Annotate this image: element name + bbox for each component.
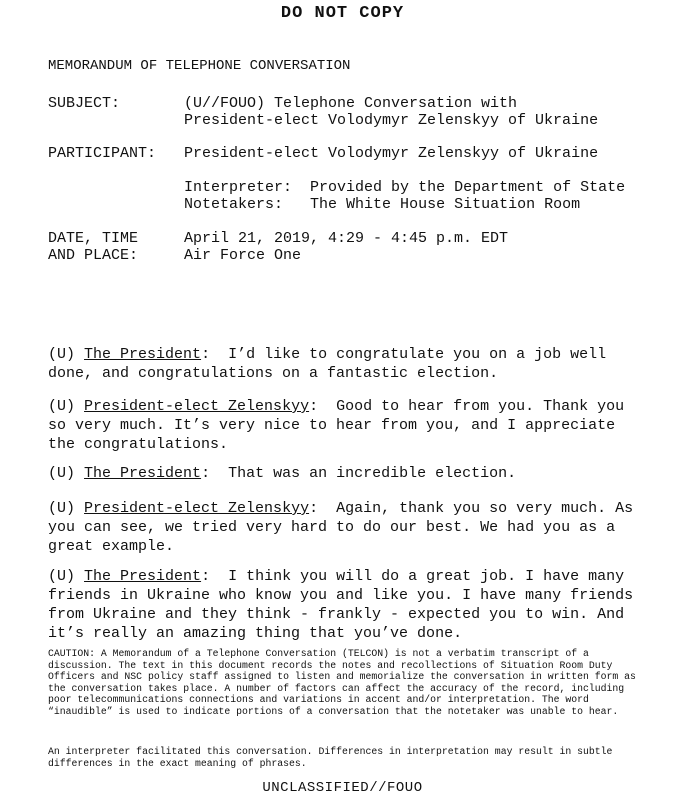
classification-marker: (U) (48, 346, 76, 363)
transcript-paragraph: (U) The President: I’d like to congratulate you on a job well done, and congratulations on a fantastic election. (48, 346, 607, 382)
transcript-paragraph: (U) President-elect Zelenskyy: Again, thank you so very much. As you can see, we tried very hard to do our best. We had you as a great example. (48, 500, 634, 555)
speaker-name: The President (84, 568, 202, 585)
date-label-line-1: DATE, TIME (48, 230, 139, 247)
participant-label: PARTICIPANT: (48, 145, 157, 162)
participant-value: President-elect Volodymyr Zelenskyy of Ukraine (184, 145, 599, 162)
statement-text: I’d like to congratulate you on a job well done, and congratulations on a fantastic election. (48, 346, 607, 382)
statement-text: Again, thank you so very much. As you can see, we tried very hard to do our best. We had you as a great example. (48, 500, 634, 555)
statement-text: I think you will do a great job. I have many friends in Ukraine who know you and like you. I have many friends from Ukraine and they think - frankly - expected you to win. And it’s really an amazing thing that you’ve done. (48, 568, 634, 642)
classification-marking-bottom: UNCLASSIFIED//FOUO (262, 780, 423, 796)
speaker-name: President-elect Zelenskyy (84, 500, 310, 517)
notetakers-line (184, 195, 580, 214)
speaker-name: President-elect Zelenskyy (84, 398, 310, 415)
place-value: Air Force One (184, 247, 302, 264)
interpreter-value: Provided by the Department of State (310, 179, 626, 196)
transcript-paragraph: (U) President-elect Zelenskyy: Good to hear from you. Thank you so very much. It’s very nice to hear from you, and I appreciate the congratulations. (48, 398, 625, 453)
speaker-name: The President (84, 465, 202, 482)
interpreter-note: An interpreter facilitated this conversation. Differences in interpretation may result in subtle differences in the exact meaning of phrases. (48, 746, 613, 769)
subject-line-1: (U//FOUO) Telephone Conversation with (184, 95, 518, 112)
date-value: April 21, 2019, 4:29 - 4:45 p.m. EDT (184, 230, 509, 247)
transcript-paragraph: (U) The President: I think you will do a great job. I have many friends in Ukraine who know you and like you. I have many friends from Ukraine and they think - frankly - expected you to win. And it’s really an amazing thing that you’ve done. (48, 568, 634, 642)
caution-notice: CAUTION: A Memorandum of a Telephone Conversation (TELCON) is not a verbatim transcript of a discussion. The text in this document records the notes and recollections of Situation Room Duty Officers and NSC policy staff assigned to listen and memorialize the conversation in written form as the conversation takes place. A number of factors can affect the accuracy of the record, including poor telecommunications connections and variations in accent and/or interpretation. The word “inaudible” is used to indicate portions of a conversation that the notetaker was unable to hear. (48, 648, 636, 717)
classification-marker: (U) (48, 500, 76, 517)
classification-marker: (U) (48, 465, 76, 482)
classification-marking-top: DO NOT COPY (280, 4, 405, 23)
interpreter-label: Interpreter: (184, 179, 293, 196)
memo-title: MEMORANDUM OF TELEPHONE CONVERSATION (48, 58, 351, 74)
subject-label: SUBJECT: (48, 95, 121, 112)
date-label-line-2: AND PLACE: (48, 247, 139, 264)
classification-marker: (U) (48, 568, 76, 585)
notetakers-value: The White House Situation Room (310, 196, 581, 213)
transcript-paragraph: (U) The President: That was an incredible election. (48, 465, 517, 482)
speaker-name: The President (84, 346, 202, 363)
statement-text: That was an incredible election. (228, 465, 517, 482)
classification-marker: (U) (48, 398, 76, 415)
subject-line-2: President-elect Volodymyr Zelenskyy of Ukraine (184, 112, 599, 129)
statement-text: Good to hear from you. Thank you so very much. It’s very nice to hear from you, and I appreciate the congratulations. (48, 398, 625, 453)
notetakers-label: Notetakers: (184, 196, 284, 213)
